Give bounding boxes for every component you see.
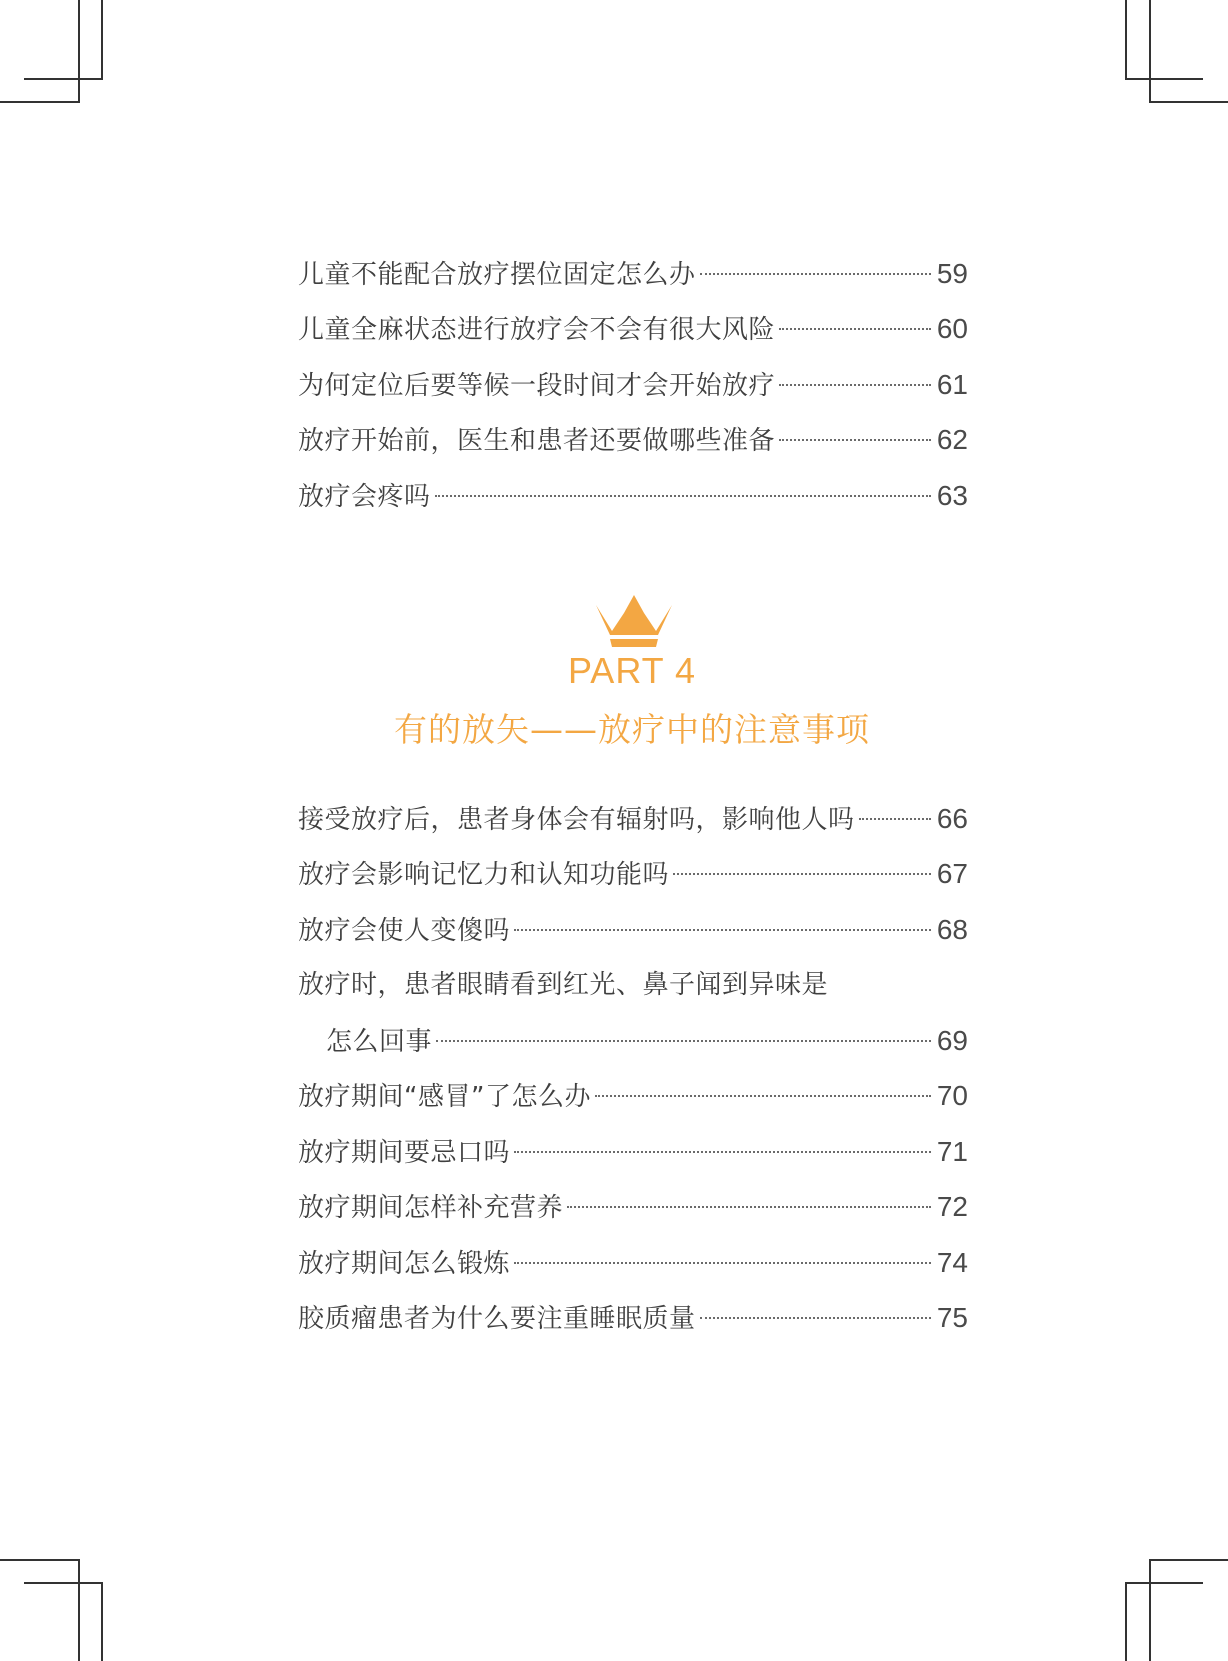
crop-mark-bottom-right-v2 [1149, 1559, 1151, 1661]
crop-mark-top-right-v2 [1149, 0, 1151, 102]
toc-entry-title: 儿童不能配合放疗摆位固定怎么办 [298, 260, 696, 290]
crop-mark-top-right-h1 [1125, 78, 1203, 80]
toc-entry[interactable] [298, 854, 968, 894]
toc-entry[interactable] [298, 1298, 968, 1338]
toc-entry-page: 72 [936, 1191, 968, 1222]
toc-leader-dots [673, 873, 931, 875]
toc-leader-dots [435, 495, 931, 497]
crop-mark-top-left-v1 [78, 0, 80, 102]
toc-entry-page: 59 [936, 258, 968, 289]
toc-entry[interactable] [298, 1076, 968, 1116]
toc-entry-title: 放疗会影响记忆力和认知功能吗 [298, 860, 670, 890]
toc-entry-page: 62 [936, 424, 968, 455]
crop-mark-bottom-right-v1 [1125, 1582, 1127, 1661]
toc-entry-title: 接受放疗后，患者身体会有辐射吗，影响他人吗 [298, 805, 855, 835]
toc-entry-page: 70 [936, 1080, 968, 1111]
part-label: PART 4 [567, 650, 697, 691]
toc-entry[interactable] [298, 420, 968, 460]
crop-mark-bottom-right-h1 [1149, 1559, 1228, 1561]
crop-mark-bottom-right-h2 [1125, 1582, 1203, 1584]
toc-leader-dots [514, 1151, 931, 1153]
crop-mark-top-left-h1 [24, 78, 102, 80]
toc-entry-title: 放疗期间要忌口吗 [298, 1138, 511, 1168]
crop-mark-top-right-v1 [1125, 0, 1127, 80]
toc-leader-dots [567, 1206, 931, 1208]
crop-mark-top-left-v2 [101, 0, 103, 80]
toc-entry-title: 胶质瘤患者为什么要注重睡眠质量 [298, 1304, 696, 1334]
toc-entry-page: 69 [936, 1025, 968, 1056]
toc-entry[interactable] [298, 1187, 968, 1227]
crop-mark-bottom-left-v2 [101, 1582, 103, 1661]
toc-entry-title: 放疗期间怎么锻炼 [298, 1249, 511, 1279]
toc-entry-page: 68 [936, 914, 968, 945]
toc-entry[interactable] [298, 910, 968, 950]
toc-entry[interactable] [298, 309, 968, 349]
toc-entry-page: 63 [936, 480, 968, 511]
toc-entry[interactable] [298, 365, 968, 405]
toc-entry[interactable] [298, 1243, 968, 1283]
toc-entry-title: 放疗会疼吗 [298, 482, 431, 512]
toc-entry-title: 儿童全麻状态进行放疗会不会有很大风险 [298, 315, 776, 345]
toc-leader-dots [859, 818, 931, 820]
toc-entry-title: 放疗开始前，医生和患者还要做哪些准备 [298, 426, 776, 456]
toc-entry-page: 71 [936, 1136, 968, 1167]
crop-mark-bottom-left-h1 [0, 1559, 80, 1561]
toc-entry-page: 74 [936, 1247, 968, 1278]
toc-entry-page: 60 [936, 313, 968, 344]
toc-entry-title-continued: 怎么回事 [326, 1027, 433, 1057]
toc-entry[interactable] [298, 254, 968, 294]
toc-leader-dots [436, 1040, 931, 1042]
toc-leader-dots [514, 929, 931, 931]
toc-entry-title: 放疗期间怎样补充营养 [298, 1193, 564, 1223]
toc-entry[interactable] [298, 799, 968, 839]
toc-entry-title-line1[interactable]: 放疗时，患者眼睛看到红光、鼻子闻到异味是 [298, 970, 829, 1000]
toc-entry-page: 75 [936, 1302, 968, 1333]
toc-entry-title: 为何定位后要等候一段时间才会开始放疗 [298, 371, 776, 401]
toc-entry-page: 67 [936, 858, 968, 889]
toc-leader-dots [700, 273, 931, 275]
toc-entry-title: 放疗会使人变傻吗 [298, 916, 511, 946]
toc-entry-title: 放疗期间“感冒”了怎么办 [298, 1082, 591, 1112]
part-title: 有的放矢——放疗中的注意事项 [394, 710, 870, 749]
toc-entry-page: 61 [936, 369, 968, 400]
toc-entry[interactable] [298, 1132, 968, 1172]
toc-leader-dots [700, 1317, 931, 1319]
toc-entry-page: 66 [936, 803, 968, 834]
toc-leader-dots [514, 1262, 931, 1264]
crop-mark-bottom-left-h2 [24, 1582, 102, 1584]
toc-leader-dots [779, 328, 931, 330]
toc-entry[interactable] [298, 476, 968, 516]
crown-icon [594, 595, 674, 647]
toc-leader-dots [779, 384, 931, 386]
crop-mark-top-right-h2 [1149, 101, 1228, 103]
crop-mark-bottom-left-v1 [78, 1559, 80, 1661]
toc-entry[interactable] [326, 1021, 968, 1061]
toc-leader-dots [595, 1095, 931, 1097]
toc-leader-dots [779, 439, 931, 441]
crop-mark-top-left-h2 [0, 101, 80, 103]
